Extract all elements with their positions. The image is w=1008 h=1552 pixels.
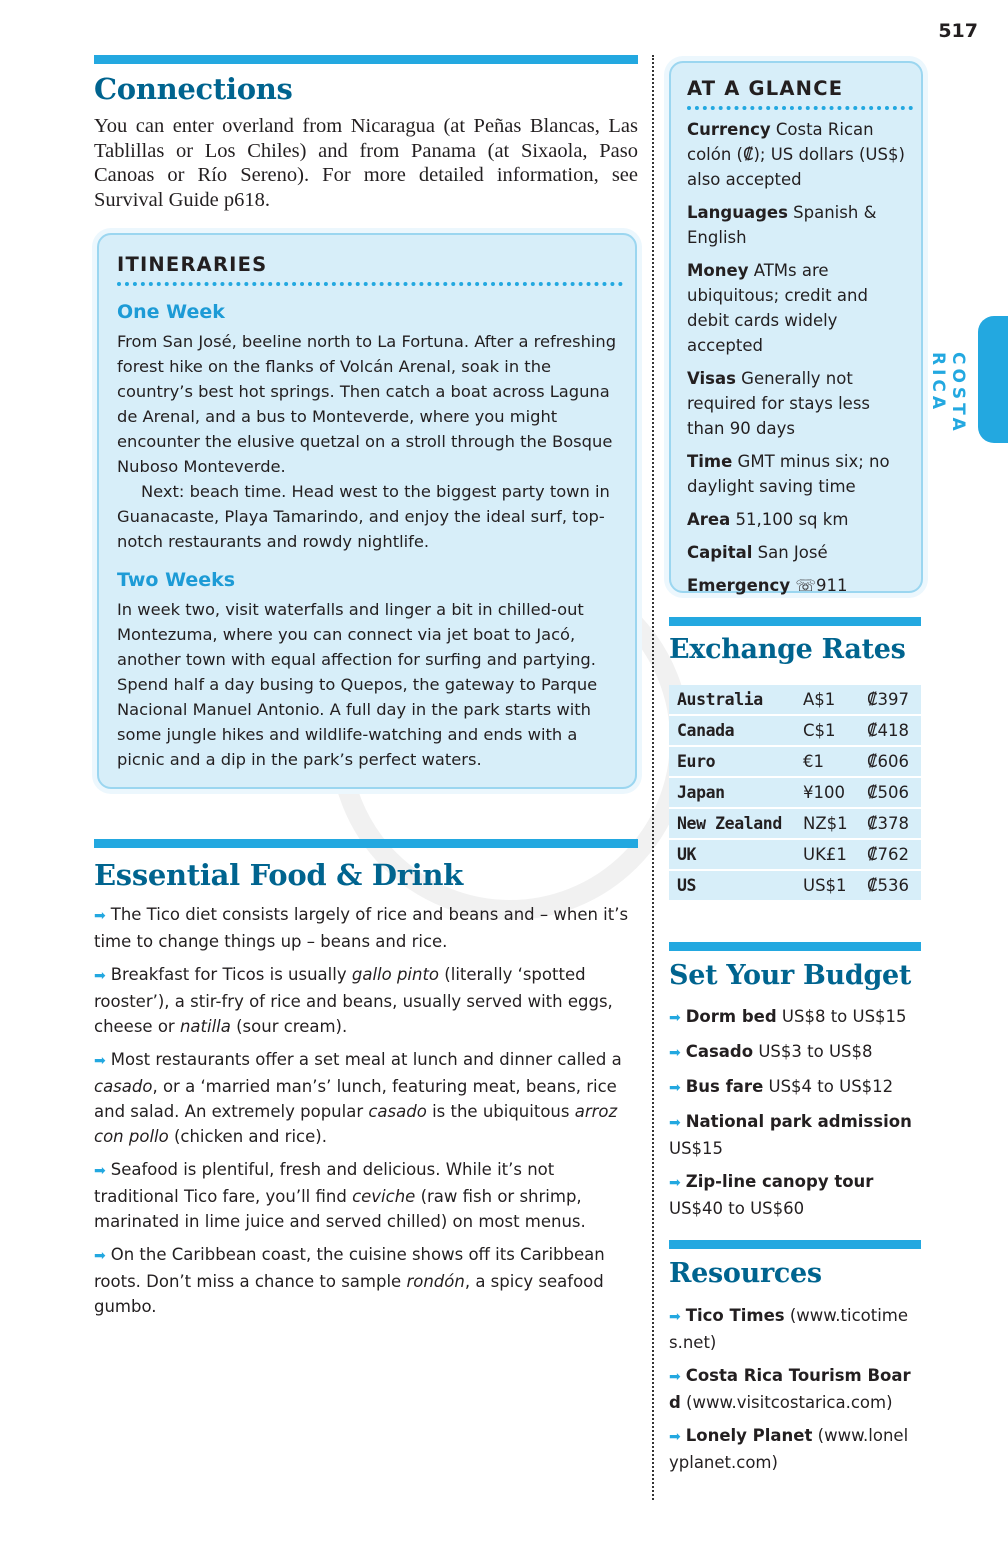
list-item: ➡ National park admission US$15 — [669, 1112, 912, 1158]
one-week-heading: One Week — [117, 301, 225, 323]
one-week-para2: Next: beach time. Head west to the biggest party town in Guanacaste, Playa Tamarindo, and enjoy the ideal surf, top-notch restaurants and rowdy nightlife. — [117, 482, 610, 551]
glance-languages: Languages Spanish & English — [687, 203, 877, 247]
exchange-table-wrap — [669, 685, 921, 902]
one-week-para1: From San José, beeline north to La Fortuna. After a refreshing forest hike on the flanks of Volcán Arenal, soak in the country’s best hot springs. Then catch a boat across Laguna de Arenal, and a bus to Monteverde, where you might encounter the elusive quetzal on a stroll through the Bosque Nuboso Monteverde. — [117, 332, 617, 476]
at-a-glance-list — [687, 117, 909, 606]
right-arrow-icon: ➡ — [669, 1010, 681, 1026]
exchange-rates-table — [669, 685, 921, 902]
right-arrow-icon: ➡ — [94, 1053, 106, 1069]
exchange-heading: Exchange Rates — [669, 634, 906, 665]
section-bar — [669, 942, 921, 951]
right-arrow-icon: ➡ — [94, 1163, 106, 1179]
right-arrow-icon: ➡ — [94, 1248, 106, 1264]
table-row: New Zealand NZ$1 ₡378 — [669, 808, 921, 839]
two-weeks-para: In week two, visit waterfalls and linger a bit in chilled-out Montezuma, where you can connect via jet boat to Jacó, another town with equal affection for surfing and partying. Spend half a day busing to Quepos, the gateway to Parque Nacional Manuel Antonio. A full day in the park starts with some jungle hikes and wildlife-watching and ends with a picnic and a dip in the park’s perfect waters. — [117, 600, 598, 769]
list-item[interactable]: ➡ Lonely Planet (www.lonelyplanet.com) — [669, 1426, 909, 1472]
list-item: ➡ Seafood is plentiful, fresh and delicious. While it’s not traditional Tico fare, you’ll find ceviche (raw fish or shrimp, marinated in lime juice and served chilled) on most menus. — [94, 1160, 586, 1231]
right-arrow-icon: ➡ — [669, 1309, 681, 1325]
itineraries-box — [97, 233, 637, 789]
glance-capital: Capital San José — [687, 543, 828, 562]
section-bar — [94, 55, 638, 64]
food-heading: Essential Food & Drink — [94, 858, 463, 892]
list-item: ➡ On the Caribbean coast, the cuisine shows off its Caribbean roots. Don’t miss a chance to sample rondón, a spicy seafood gumbo. — [94, 1245, 605, 1316]
table-row: Australia A$1 ₡397 — [669, 685, 921, 715]
right-arrow-icon: ➡ — [669, 1045, 681, 1061]
list-item: ➡ Most restaurants offer a set meal at lunch and dinner called a casado, or a ‘married man’s’ lunch, featuring meat, beans, rice and salad. An extremely popular casado is the ubiquitous arroz con pollo (chicken and rice). — [94, 1050, 622, 1146]
glance-time: Time GMT minus six; no daylight saving time — [687, 452, 890, 496]
right-arrow-icon: ➡ — [669, 1429, 681, 1445]
section-bar — [669, 1240, 921, 1249]
page-number: 517 — [938, 20, 978, 42]
table-row: Euro €1 ₡606 — [669, 746, 921, 777]
section-bar — [94, 839, 638, 848]
right-arrow-icon: ➡ — [669, 1115, 681, 1131]
at-a-glance-box — [669, 61, 923, 593]
section-bar — [669, 617, 921, 626]
two-weeks-heading: Two Weeks — [117, 569, 236, 591]
table-row: US US$1 ₡536 — [669, 870, 921, 901]
list-item: ➡ Zip-line canopy tour US$40 to US$60 — [669, 1172, 874, 1218]
connections-heading: Connections — [94, 72, 293, 106]
chapter-tab[interactable] — [978, 316, 1008, 443]
at-a-glance-title: AT A GLANCE — [687, 77, 913, 110]
budget-heading: Set Your Budget — [669, 960, 912, 991]
list-item: ➡ The Tico diet consists largely of rice and beans and – when it’s time to change things up – beans and rice. — [94, 905, 629, 951]
glance-currency: Currency Costa Rican colón (₡); US dollars (US$) also accepted — [687, 120, 905, 189]
list-item: ➡ Casado US$3 to US$8 — [669, 1042, 873, 1061]
resources-list — [669, 1303, 914, 1483]
right-arrow-icon: ➡ — [669, 1175, 681, 1191]
right-arrow-icon: ➡ — [94, 908, 106, 924]
list-item[interactable]: ➡ Tico Times (www.ticotimes.net) — [669, 1306, 909, 1352]
connections-body: You can enter overland from Nicaragua (at Peñas Blancas, Las Tablillas or Los Chiles) and from Panama (at Sixaola, Paso Canoas or Río Sereno). For more detailed information, see Survival Guide p618. — [94, 115, 638, 211]
list-item: ➡ Bus fare US$4 to US$12 — [669, 1077, 894, 1096]
right-arrow-icon: ➡ — [669, 1080, 681, 1096]
right-arrow-icon: ➡ — [669, 1369, 681, 1385]
glance-emergency: Emergency ☏911 — [687, 576, 848, 595]
column-divider — [652, 55, 654, 1500]
list-item: ➡ Dorm bed US$8 to US$15 — [669, 1007, 907, 1026]
list-item: ➡ Breakfast for Ticos is usually gallo pinto (literally ‘spotted rooster’), a stir-fry of rice and beans, usually served with eggs, cheese or natilla (sour cream). — [94, 965, 613, 1036]
right-arrow-icon: ➡ — [94, 968, 106, 984]
food-list — [94, 902, 639, 1327]
table-row: Canada C$1 ₡418 — [669, 715, 921, 746]
table-row: Japan ¥100 ₡506 — [669, 777, 921, 808]
glance-area: Area 51,100 sq km — [687, 510, 849, 529]
resources-heading: Resources — [669, 1258, 822, 1289]
glance-visas: Visas Generally not required for stays less than 90 days — [687, 369, 871, 438]
budget-list — [669, 1004, 924, 1229]
itineraries-title: ITINERARIES — [117, 253, 623, 286]
glance-money: Money ATMs are ubiquitous; credit and debit cards widely accepted — [687, 261, 868, 355]
table-row: UK UK£1 ₡762 — [669, 839, 921, 870]
list-item[interactable]: ➡ Costa Rica Tourism Board (www.visitcostarica.com) — [669, 1366, 911, 1412]
chapter-side-label: COSTA RICA — [928, 352, 968, 435]
